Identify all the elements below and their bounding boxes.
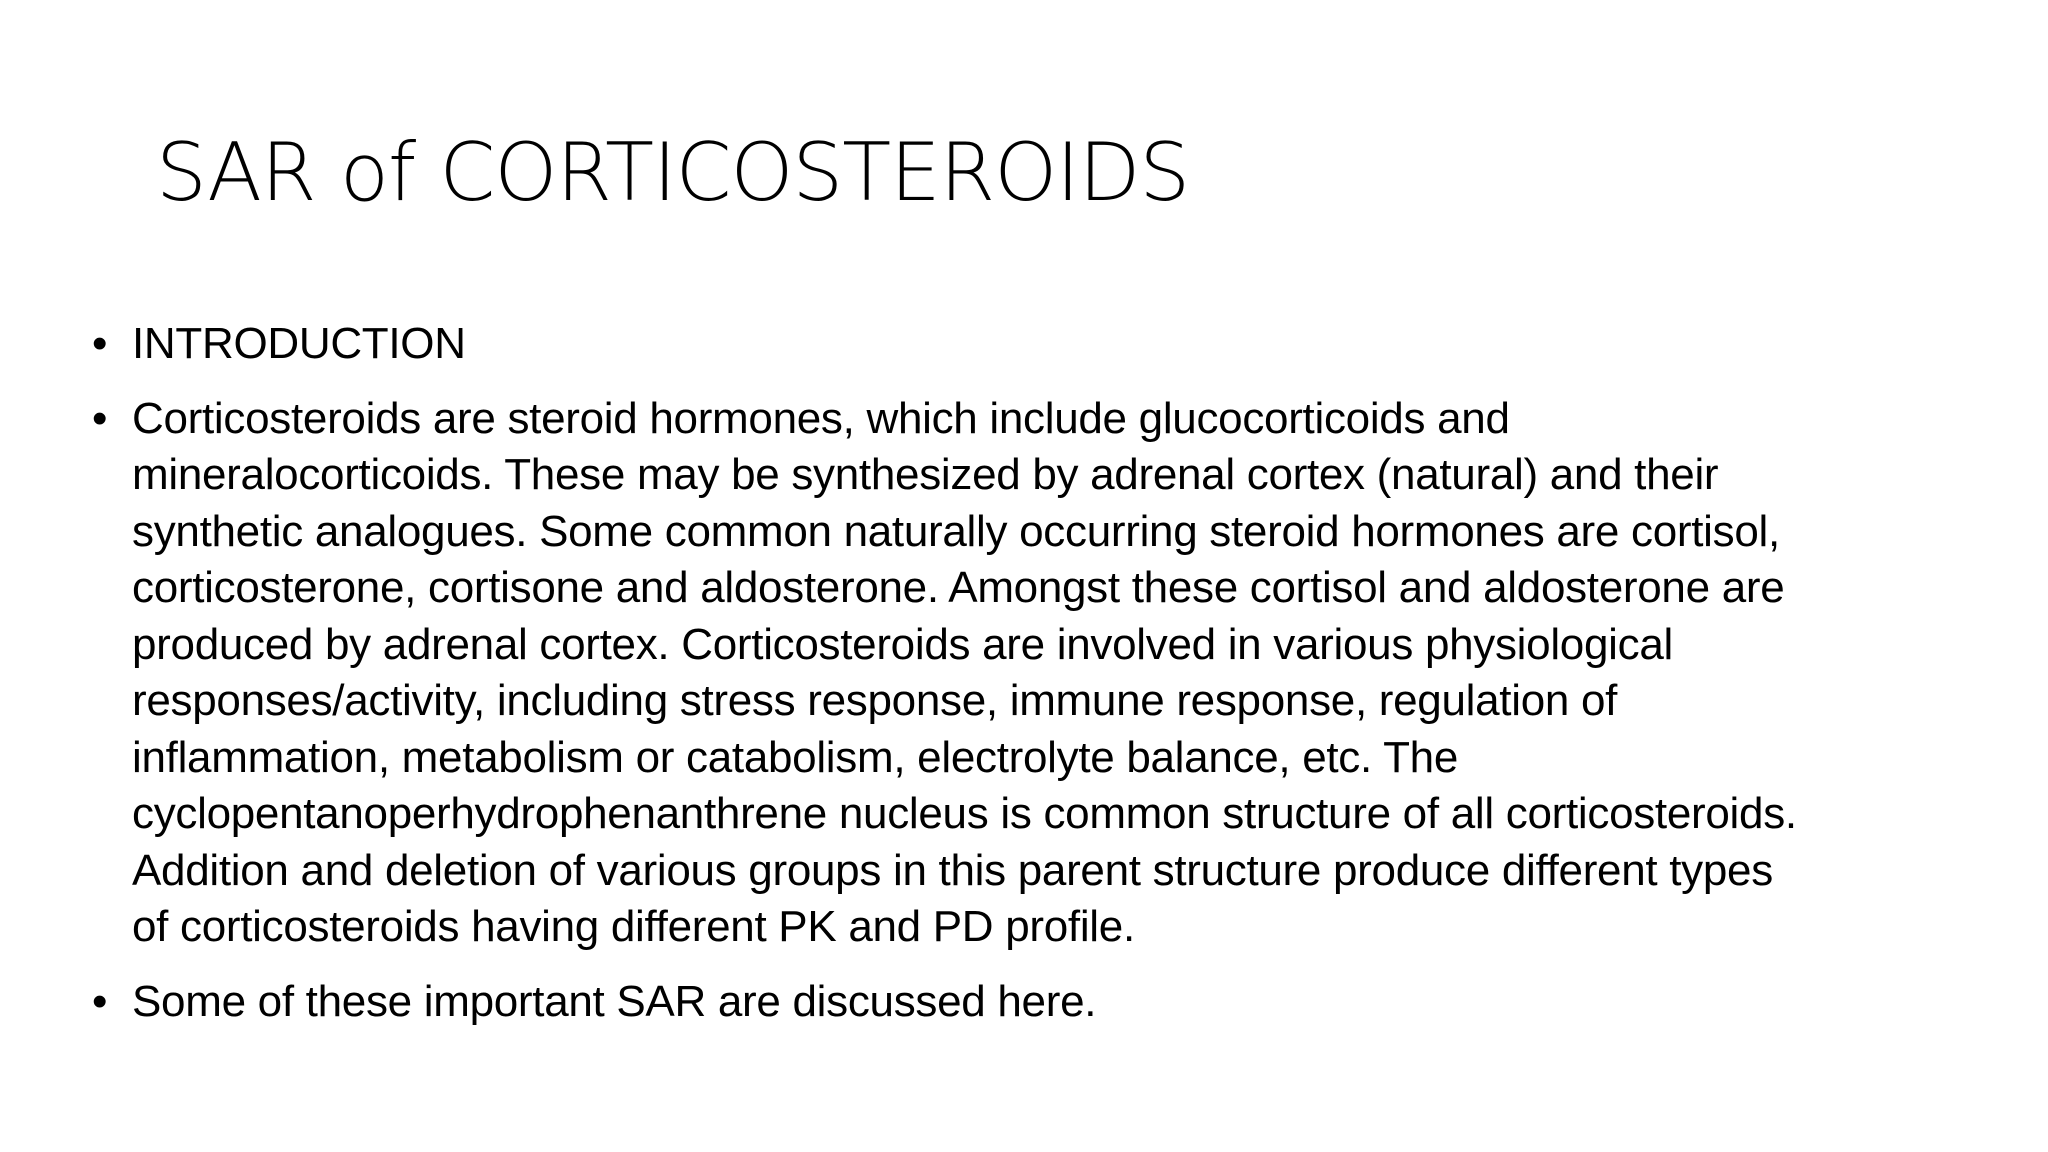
text-line: INTRODUCTION	[132, 319, 466, 368]
text-line: produced by adrenal cortex. Corticosteroids are involved in various physiological	[132, 619, 1673, 669]
text-line: mineralocorticoids. These may be synthesized by adrenal cortex (natural) and their	[132, 450, 1719, 499]
bullet-list	[92, 316, 2002, 1048]
bullet-dot-icon: •	[92, 319, 108, 368]
text-line: inflammation, metabolism or catabolism, electrolyte balance, etc. The	[132, 732, 1458, 782]
bullet-dot-icon: •	[92, 976, 108, 1026]
text-line: Corticosteroids are steroid hormones, which include glucocorticoids and	[132, 393, 1510, 443]
text-line: corticosterone, cortisone and aldosterone. Amongst these cortisol and aldosterone are	[132, 563, 1785, 612]
text-line: Addition and deletion of various groups in this parent structure produce different types	[132, 845, 1773, 895]
slide-title: SAR of CORTICOSTEROIDS	[156, 126, 1190, 219]
bullet-item-introduction	[92, 316, 2002, 373]
text-line: Some of these important SAR are discussed here.	[132, 976, 1097, 1026]
text-line: responses/activity, including stress response, immune response, regulation of	[132, 676, 1618, 725]
bullet-text	[132, 316, 2002, 373]
text-line: synthetic analogues. Some common naturally occurring steroid hormones are cortisol,	[132, 506, 1780, 556]
bullet-item-description	[92, 391, 2002, 956]
text-line: of corticosteroids having different PK and PD profile.	[132, 902, 1135, 951]
text-line: cyclopentanoperhydrophenanthrene nucleus is common structure of all corticosteroids.	[132, 789, 1797, 838]
bullet-text	[132, 974, 2002, 1031]
bullet-dot-icon: •	[92, 393, 108, 443]
bullet-text	[132, 391, 2002, 956]
bullet-item-summary	[92, 974, 2002, 1031]
